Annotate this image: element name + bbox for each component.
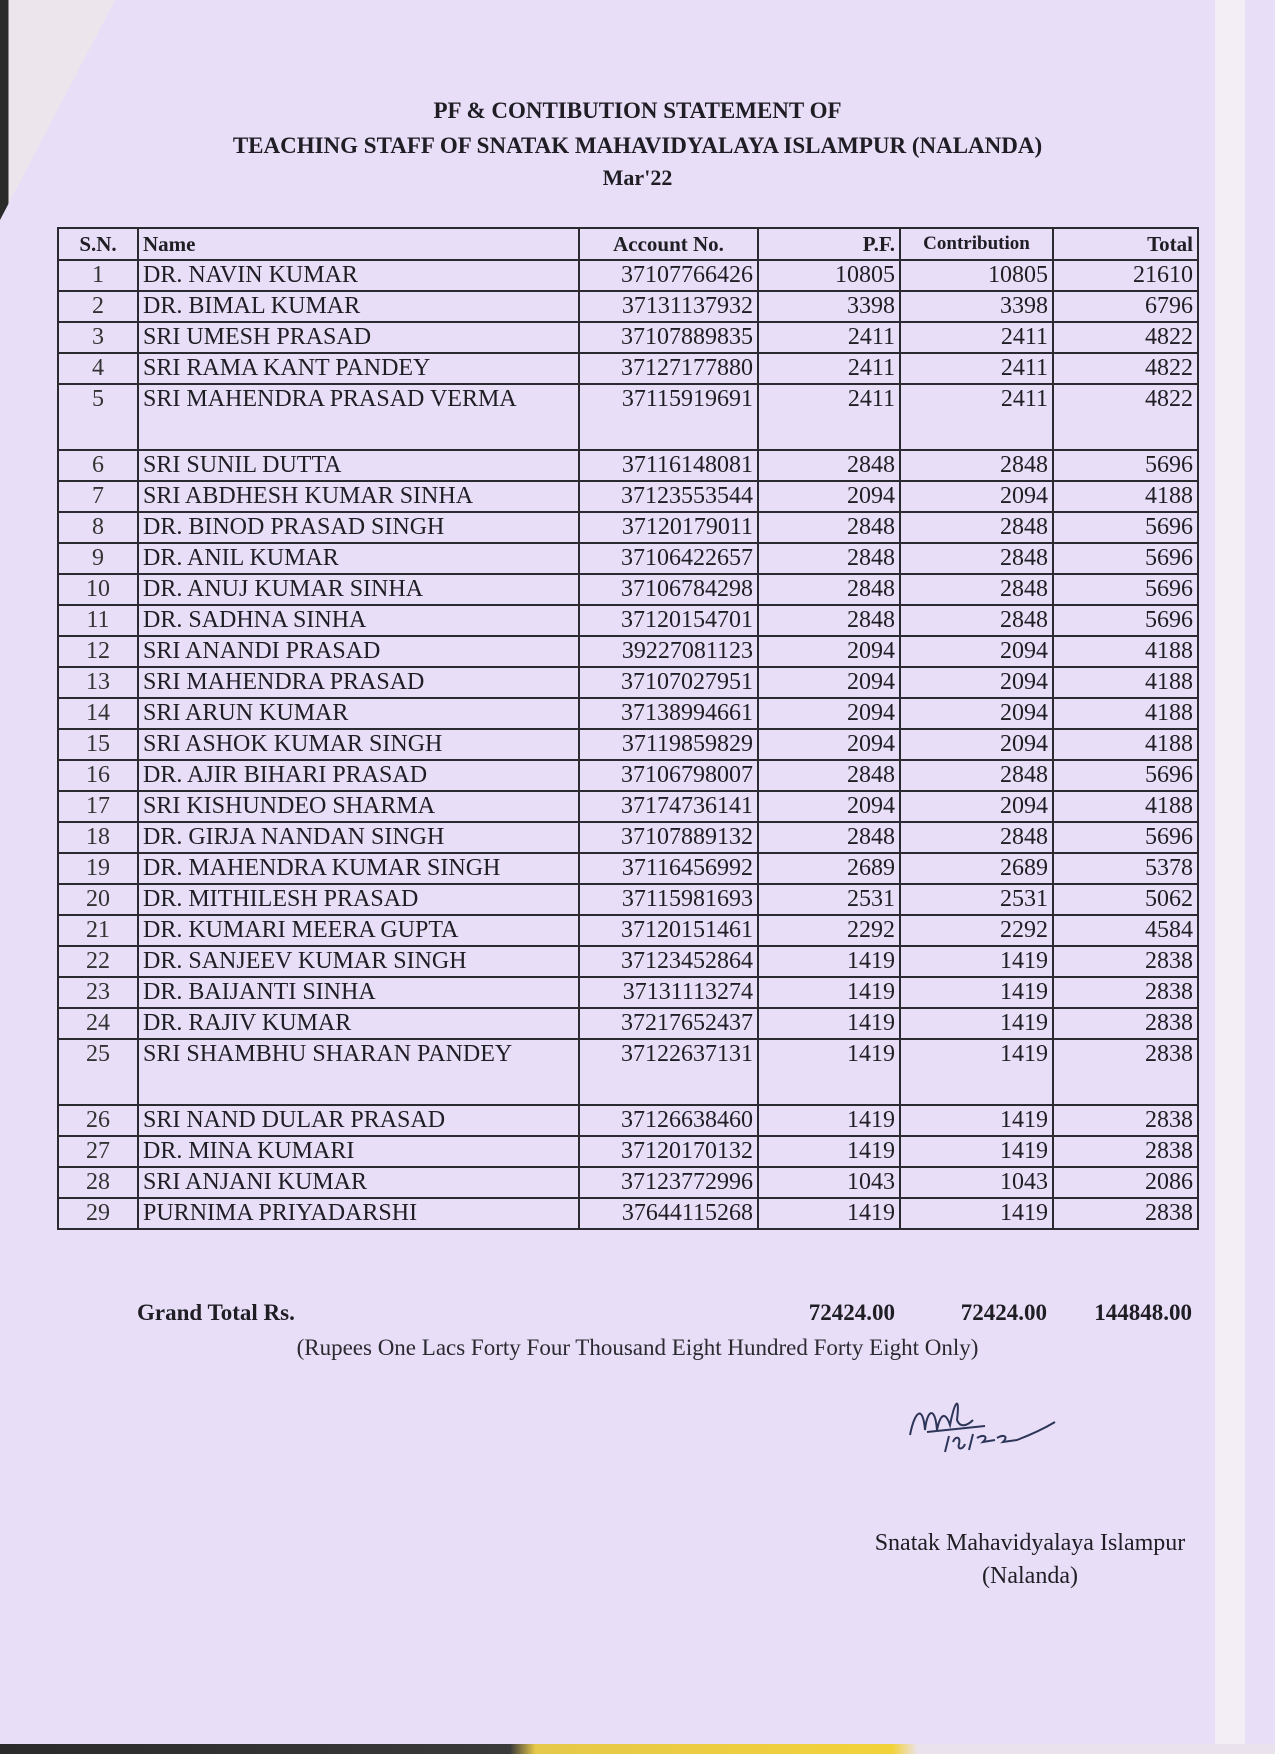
handwritten-signature — [905, 1390, 1065, 1460]
cell-contribution: 2094 — [900, 667, 1053, 698]
cell-sn: 14 — [58, 698, 138, 729]
cell-name: DR. NAVIN KUMAR — [138, 260, 579, 291]
cell-contribution: 2848 — [900, 574, 1053, 605]
cell-name: DR. MAHENDRA KUMAR SINGH — [138, 853, 579, 884]
cell-total: 5696 — [1053, 822, 1198, 853]
cell-sn: 21 — [58, 915, 138, 946]
cell-account: 37106798007 — [579, 760, 758, 791]
cell-pf: 2292 — [758, 915, 900, 946]
cell-contribution: 2094 — [900, 698, 1053, 729]
column-header-account: Account No. — [579, 228, 758, 260]
cell-account: 37107766426 — [579, 260, 758, 291]
table-row — [58, 915, 1198, 946]
cell-contribution: 2848 — [900, 822, 1053, 853]
cell-pf: 1419 — [758, 1105, 900, 1136]
cell-pf: 1419 — [758, 1008, 900, 1039]
cell-account: 37123772996 — [579, 1167, 758, 1198]
cell-pf: 10805 — [758, 260, 900, 291]
table-row — [58, 698, 1198, 729]
cell-name: SRI UMESH PRASAD — [138, 322, 579, 353]
grand-total-amount: 144848.00 — [1094, 1300, 1192, 1325]
scan-edge-bottom — [0, 1744, 1275, 1754]
cell-contribution: 1419 — [900, 1105, 1053, 1136]
cell-pf: 2094 — [758, 729, 900, 760]
cell-contribution: 3398 — [900, 291, 1053, 322]
table-row — [58, 322, 1198, 353]
cell-sn: 22 — [58, 946, 138, 977]
cell-pf: 2411 — [758, 322, 900, 353]
cell-contribution: 1419 — [900, 1039, 1053, 1105]
cell-total: 5696 — [1053, 605, 1198, 636]
cell-account: 37120151461 — [579, 915, 758, 946]
table-row — [58, 791, 1198, 822]
cell-sn: 25 — [58, 1039, 138, 1105]
cell-contribution: 2094 — [900, 791, 1053, 822]
cell-account: 37131137932 — [579, 291, 758, 322]
cell-account: 37138994661 — [579, 698, 758, 729]
cell-pf: 1419 — [758, 1039, 900, 1105]
cell-contribution: 2848 — [900, 543, 1053, 574]
table-row — [58, 384, 1198, 450]
column-header-pf: P.F. — [758, 228, 900, 260]
cell-pf: 1419 — [758, 1136, 900, 1167]
cell-contribution: 2848 — [900, 450, 1053, 481]
cell-contribution: 1419 — [900, 946, 1053, 977]
cell-name: SRI NAND DULAR PRASAD — [138, 1105, 579, 1136]
cell-pf: 2094 — [758, 698, 900, 729]
cell-account: 39227081123 — [579, 636, 758, 667]
cell-sn: 11 — [58, 605, 138, 636]
cell-pf: 2848 — [758, 822, 900, 853]
cell-pf: 2848 — [758, 605, 900, 636]
grand-total-label: Grand Total Rs. — [137, 1300, 295, 1325]
table-row — [58, 1198, 1198, 1229]
cell-name: DR. ANUJ KUMAR SINHA — [138, 574, 579, 605]
statement-subtitle: TEACHING STAFF OF SNATAK MAHAVIDYALAYA ISLAMPUR (NALANDA) — [232, 133, 1043, 158]
cell-total: 4584 — [1053, 915, 1198, 946]
cell-account: 37119859829 — [579, 729, 758, 760]
table-row — [58, 822, 1198, 853]
cell-total: 4822 — [1053, 353, 1198, 384]
cell-name: DR. MINA KUMARI — [138, 1136, 579, 1167]
cell-contribution: 2848 — [900, 605, 1053, 636]
cell-contribution: 1419 — [900, 977, 1053, 1008]
cell-total: 5696 — [1053, 450, 1198, 481]
cell-account: 37131113274 — [579, 977, 758, 1008]
cell-total: 4188 — [1053, 481, 1198, 512]
table-row — [58, 1105, 1198, 1136]
table-row — [58, 853, 1198, 884]
cell-account: 37127177880 — [579, 353, 758, 384]
cell-contribution: 2094 — [900, 636, 1053, 667]
cell-total: 4822 — [1053, 322, 1198, 353]
cell-total: 4188 — [1053, 636, 1198, 667]
cell-total: 4188 — [1053, 729, 1198, 760]
cell-sn: 5 — [58, 384, 138, 450]
column-header-name: Name — [138, 228, 579, 260]
cell-total: 5378 — [1053, 853, 1198, 884]
cell-pf: 2094 — [758, 481, 900, 512]
cell-total: 4188 — [1053, 667, 1198, 698]
table-row — [58, 543, 1198, 574]
cell-pf: 2848 — [758, 760, 900, 791]
cell-contribution: 1419 — [900, 1136, 1053, 1167]
cell-contribution: 2411 — [900, 384, 1053, 450]
cell-name: SRI SUNIL DUTTA — [138, 450, 579, 481]
cell-pf: 2094 — [758, 667, 900, 698]
cell-sn: 2 — [58, 291, 138, 322]
cell-total: 2838 — [1053, 1039, 1198, 1105]
amount-in-words: (Rupees One Lacs Forty Four Thousand Eight Hundred Forty Eight Only) — [296, 1335, 979, 1360]
cell-sn: 8 — [58, 512, 138, 543]
cell-contribution: 2689 — [900, 853, 1053, 884]
cell-sn: 16 — [58, 760, 138, 791]
cell-contribution: 1419 — [900, 1198, 1053, 1229]
cell-contribution: 1419 — [900, 1008, 1053, 1039]
cell-name: SRI ANANDI PRASAD — [138, 636, 579, 667]
cell-total: 5696 — [1053, 574, 1198, 605]
cell-pf: 1419 — [758, 1198, 900, 1229]
institution-place: (Nalanda) — [982, 1563, 1078, 1589]
table-row — [58, 760, 1198, 791]
table-row — [58, 1136, 1198, 1167]
cell-sn: 1 — [58, 260, 138, 291]
cell-pf: 2848 — [758, 574, 900, 605]
cell-total: 5696 — [1053, 512, 1198, 543]
cell-pf: 1419 — [758, 977, 900, 1008]
cell-name: SRI RAMA KANT PANDEY — [138, 353, 579, 384]
table-row — [58, 260, 1198, 291]
table-row — [58, 946, 1198, 977]
scan-edge-right — [1215, 0, 1245, 1754]
cell-pf: 1419 — [758, 946, 900, 977]
table-row — [58, 636, 1198, 667]
cell-account: 37120170132 — [579, 1136, 758, 1167]
column-header-sn: S.N. — [58, 228, 138, 260]
cell-account: 37106784298 — [579, 574, 758, 605]
cell-account: 37107027951 — [579, 667, 758, 698]
cell-name: PURNIMA PRIYADARSHI — [138, 1198, 579, 1229]
cell-name: SRI ARUN KUMAR — [138, 698, 579, 729]
cell-account: 37107889835 — [579, 322, 758, 353]
table-row — [58, 1039, 1198, 1105]
cell-account: 37217652437 — [579, 1008, 758, 1039]
cell-contribution: 2292 — [900, 915, 1053, 946]
table-row — [58, 1167, 1198, 1198]
cell-sn: 6 — [58, 450, 138, 481]
table-row — [58, 450, 1198, 481]
cell-sn: 29 — [58, 1198, 138, 1229]
cell-name: SRI MAHENDRA PRASAD — [138, 667, 579, 698]
cell-account: 37174736141 — [579, 791, 758, 822]
cell-pf: 2411 — [758, 353, 900, 384]
cell-total: 5696 — [1053, 760, 1198, 791]
cell-total: 5062 — [1053, 884, 1198, 915]
cell-total: 5696 — [1053, 543, 1198, 574]
cell-sn: 19 — [58, 853, 138, 884]
table-row — [58, 481, 1198, 512]
table-row — [58, 977, 1198, 1008]
cell-name: DR. SADHNA SINHA — [138, 605, 579, 636]
statement-title: PF & CONTIBUTION STATEMENT OF — [433, 98, 842, 123]
cell-account: 37107889132 — [579, 822, 758, 853]
cell-account: 37115981693 — [579, 884, 758, 915]
cell-name: DR. SANJEEV KUMAR SINGH — [138, 946, 579, 977]
cell-sn: 27 — [58, 1136, 138, 1167]
cell-pf: 2848 — [758, 450, 900, 481]
table-body — [58, 260, 1198, 1229]
institution-name: Snatak Mahavidyalaya Islampur — [874, 1530, 1186, 1556]
cell-contribution: 2411 — [900, 353, 1053, 384]
cell-total: 2838 — [1053, 977, 1198, 1008]
cell-name: DR. KUMARI MEERA GUPTA — [138, 915, 579, 946]
cell-sn: 9 — [58, 543, 138, 574]
cell-name: DR. BINOD PRASAD SINGH — [138, 512, 579, 543]
cell-account: 37122637131 — [579, 1039, 758, 1105]
cell-account: 37120154701 — [579, 605, 758, 636]
cell-pf: 2689 — [758, 853, 900, 884]
cell-sn: 17 — [58, 791, 138, 822]
cell-pf: 1043 — [758, 1167, 900, 1198]
cell-name: DR. ANIL KUMAR — [138, 543, 579, 574]
cell-name: SRI ABDHESH KUMAR SINHA — [138, 481, 579, 512]
cell-sn: 15 — [58, 729, 138, 760]
cell-total: 2838 — [1053, 1136, 1198, 1167]
cell-account: 37106422657 — [579, 543, 758, 574]
cell-pf: 2848 — [758, 543, 900, 574]
cell-account: 37115919691 — [579, 384, 758, 450]
pf-statement-table — [57, 227, 1199, 1230]
cell-name: SRI MAHENDRA PRASAD VERMA — [138, 384, 579, 450]
cell-pf: 2094 — [758, 636, 900, 667]
cell-pf: 2848 — [758, 512, 900, 543]
cell-account: 37123553544 — [579, 481, 758, 512]
cell-account: 37126638460 — [579, 1105, 758, 1136]
cell-name: DR. GIRJA NANDAN SINGH — [138, 822, 579, 853]
cell-name: SRI KISHUNDEO SHARMA — [138, 791, 579, 822]
cell-total: 6796 — [1053, 291, 1198, 322]
table-row — [58, 512, 1198, 543]
cell-pf: 2531 — [758, 884, 900, 915]
cell-pf: 3398 — [758, 291, 900, 322]
column-header-total: Total — [1053, 228, 1198, 260]
cell-account: 37120179011 — [579, 512, 758, 543]
cell-total: 4188 — [1053, 698, 1198, 729]
table-row — [58, 729, 1198, 760]
cell-sn: 24 — [58, 1008, 138, 1039]
column-header-contribution: Contribution — [900, 228, 1053, 260]
cell-contribution: 2848 — [900, 760, 1053, 791]
cell-name: DR. AJIR BIHARI PRASAD — [138, 760, 579, 791]
table-row — [58, 884, 1198, 915]
cell-pf: 2411 — [758, 384, 900, 450]
cell-sn: 7 — [58, 481, 138, 512]
cell-account: 37116148081 — [579, 450, 758, 481]
cell-name: DR. MITHILESH PRASAD — [138, 884, 579, 915]
cell-sn: 26 — [58, 1105, 138, 1136]
table-row — [58, 667, 1198, 698]
cell-sn: 10 — [58, 574, 138, 605]
cell-sn: 23 — [58, 977, 138, 1008]
cell-account: 37644115268 — [579, 1198, 758, 1229]
cell-total: 2838 — [1053, 1198, 1198, 1229]
cell-sn: 20 — [58, 884, 138, 915]
cell-contribution: 2094 — [900, 481, 1053, 512]
cell-contribution: 2848 — [900, 512, 1053, 543]
statement-period: Mar'22 — [602, 165, 673, 190]
cell-contribution: 1043 — [900, 1167, 1053, 1198]
cell-name: DR. RAJIV KUMAR — [138, 1008, 579, 1039]
cell-sn: 3 — [58, 322, 138, 353]
cell-sn: 13 — [58, 667, 138, 698]
grand-total-contribution: 72424.00 — [960, 1300, 1047, 1325]
cell-name: SRI ANJANI KUMAR — [138, 1167, 579, 1198]
cell-contribution: 2411 — [900, 322, 1053, 353]
cell-total: 2838 — [1053, 946, 1198, 977]
cell-name: SRI SHAMBHU SHARAN PANDEY — [138, 1039, 579, 1105]
cell-contribution: 2094 — [900, 729, 1053, 760]
cell-total: 21610 — [1053, 260, 1198, 291]
table-row — [58, 353, 1198, 384]
cell-name: SRI ASHOK KUMAR SINGH — [138, 729, 579, 760]
table-header-row — [58, 228, 1198, 260]
cell-total: 2838 — [1053, 1008, 1198, 1039]
cell-total: 4188 — [1053, 791, 1198, 822]
cell-total: 4822 — [1053, 384, 1198, 450]
cell-account: 37116456992 — [579, 853, 758, 884]
cell-name: DR. BIMAL KUMAR — [138, 291, 579, 322]
table-row — [58, 605, 1198, 636]
cell-account: 37123452864 — [579, 946, 758, 977]
cell-name: DR. BAIJANTI SINHA — [138, 977, 579, 1008]
cell-sn: 28 — [58, 1167, 138, 1198]
cell-total: 2086 — [1053, 1167, 1198, 1198]
table-row — [58, 574, 1198, 605]
cell-sn: 18 — [58, 822, 138, 853]
cell-sn: 12 — [58, 636, 138, 667]
cell-total: 2838 — [1053, 1105, 1198, 1136]
cell-contribution: 2531 — [900, 884, 1053, 915]
cell-sn: 4 — [58, 353, 138, 384]
grand-total-pf: 72424.00 — [808, 1300, 895, 1325]
cell-contribution: 10805 — [900, 260, 1053, 291]
table-row — [58, 1008, 1198, 1039]
table-row — [58, 291, 1198, 322]
cell-pf: 2094 — [758, 791, 900, 822]
